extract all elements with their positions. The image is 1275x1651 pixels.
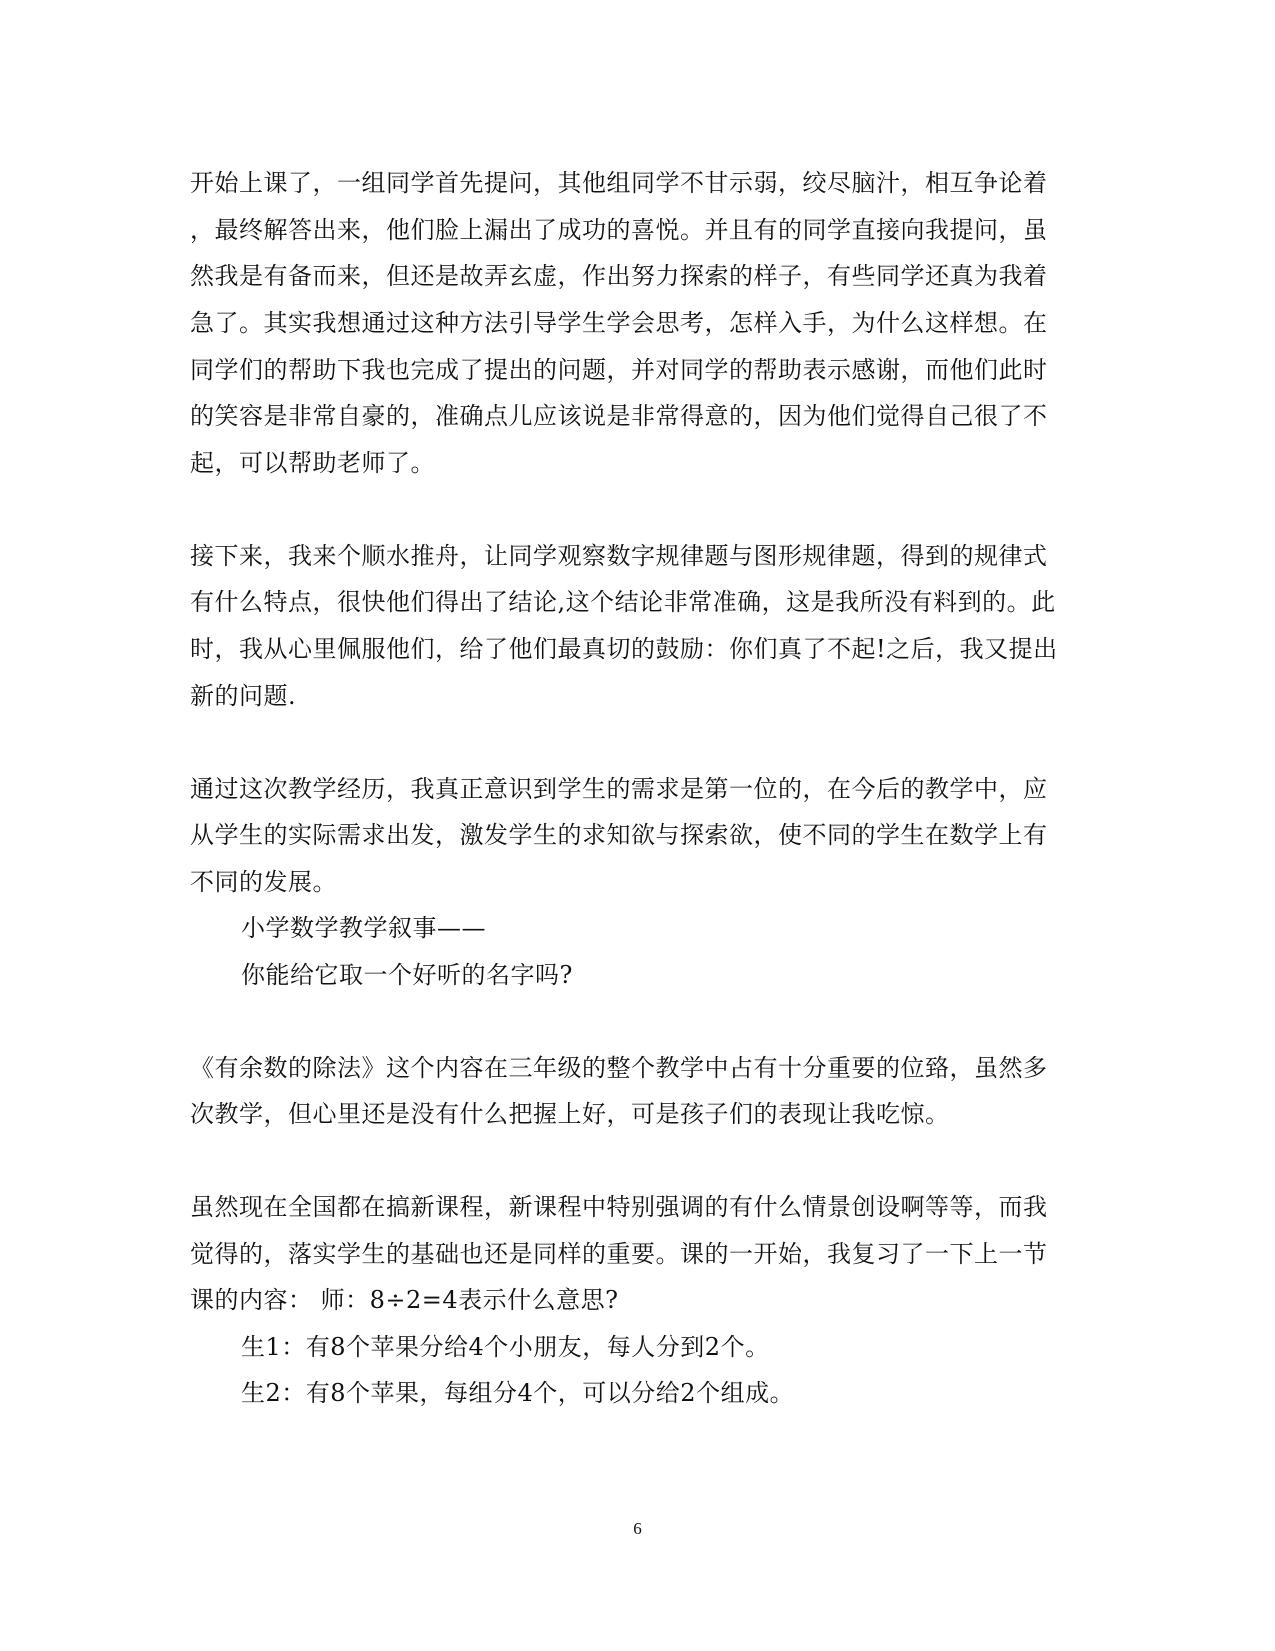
paragraph-line: 虽然现在全国都在搞新课程，新课程中特别强调的有什么情景创设啊等等，而我 [190,1193,1048,1221]
section-heading: 小学数学教学叙事—— [241,914,486,942]
paragraph-line: 次教学，但心里还是没有什么把握上好，可是孩子们的表现让我吃惊。 [190,1100,950,1128]
section-subheading: 你能给它取一个好听的名字吗? [241,961,573,989]
paragraph-line: 不同的发展。 [190,868,337,896]
paragraph-line: 起，可以帮助老师了。 [190,449,435,477]
paragraph-line: 课的内容： 师：8÷2=4表示什么意思? [190,1286,619,1314]
paragraph-line: 同学们的帮助下我也完成了提出的问题，并对同学的帮助表示感谢，而他们此时 [190,356,1048,384]
paragraph-line: 通过这次教学经历，我真正意识到学生的需求是第一位的，在今后的教学中，应 [190,775,1048,803]
dialogue-line: 生2：有8个苹果，每组分4个，可以分给2个组成。 [241,1379,795,1407]
paragraph-line: 急了。其实我想通过这种方法引导学生学会思考，怎样入手，为什么这样想。在 [190,309,1048,337]
dialogue-line: 生1：有8个苹果分给4个小朋友，每人分到2个。 [241,1333,770,1361]
paragraph-line: ，最终解答出来，他们脸上漏出了成功的喜悦。并且有的同学直接向我提问，虽 [190,216,1048,244]
paragraph-line: 时，我从心里佩服他们，给了他们最真切的鼓励：你们真了不起!之后，我又提出 [190,635,1058,663]
paragraph-line: 接下来，我来个顺水推舟，让同学观察数字规律题与图形规律题，得到的规律式 [190,542,1048,570]
paragraph-line: 从学生的实际需求出发，激发学生的求知欲与探索欲，使不同的学生在数学上有 [190,821,1048,849]
paragraph-line: 开始上课了，一组同学首先提问，其他组同学不甘示弱，绞尽脑汁，相互争论着 [190,169,1048,197]
paragraph-line: 觉得的，落实学生的基础也还是同样的重要。课的一开始，我复习了一下上一节 [190,1240,1048,1268]
paragraph-line: 的笑容是非常自豪的，准确点儿应该说是非常得意的，因为他们觉得自己很了不 [190,402,1048,430]
page-number: 6 [633,1519,642,1538]
paragraph-line: 《有余数的除法》这个内容在三年级的整个教学中占有十分重要的位臵，虽然多 [190,1054,1048,1082]
paragraph-line: 新的问题. [190,682,297,710]
paragraph-line: 然我是有备而来，但还是故弄玄虚，作出努力探索的样子，有些同学还真为我着 [190,262,1048,290]
paragraph-line: 有什么特点，很快他们得出了结论,这个结论非常准确，这是我所没有料到的。此 [190,588,1056,616]
